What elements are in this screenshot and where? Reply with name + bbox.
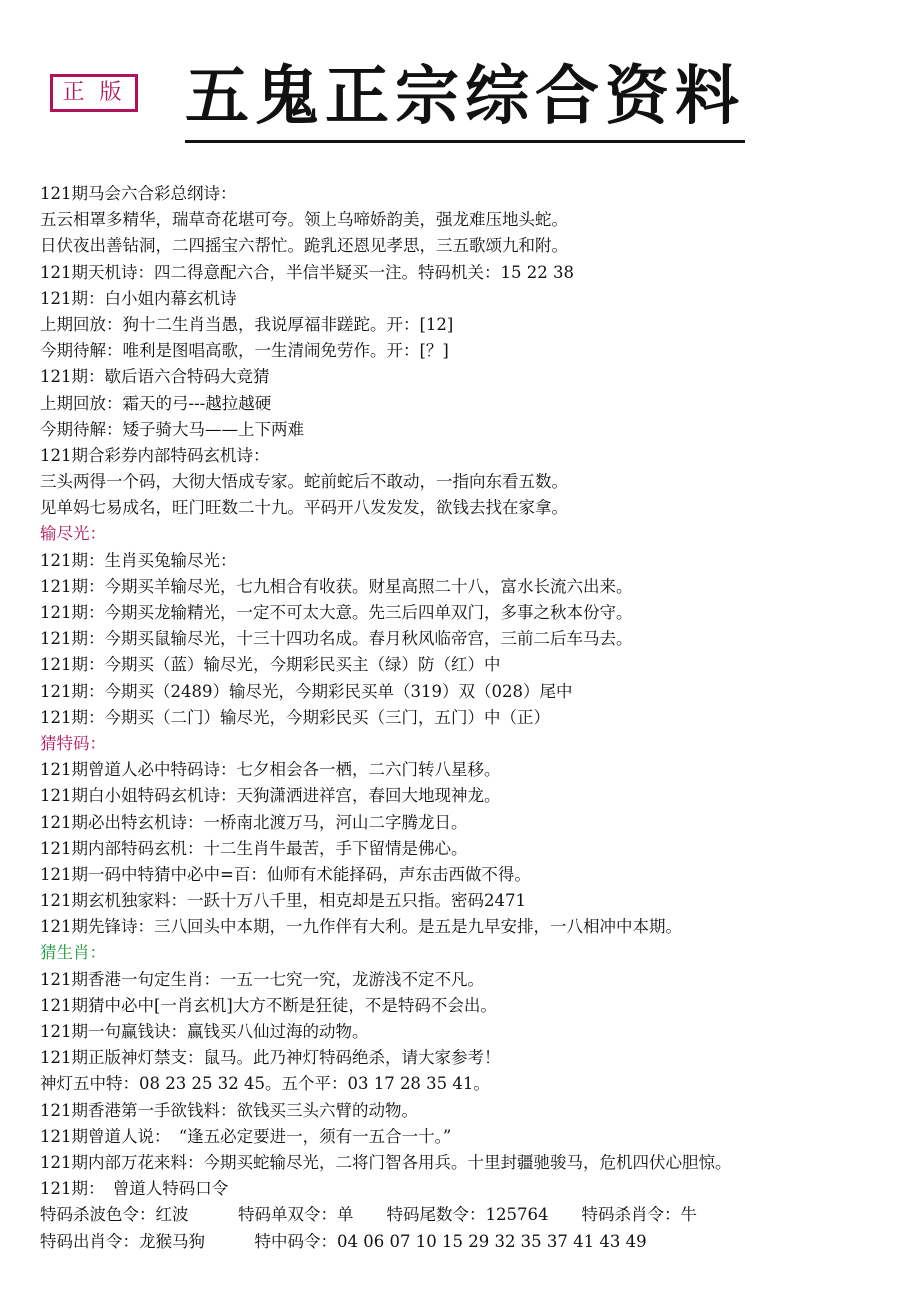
text-line: 121期：生肖买兔输尽光： [40, 550, 237, 570]
text-line: 今期待解：矮子骑大马——上下两难 [40, 419, 304, 439]
text-line: 121期内部万花来料：今期买蛇输尽光，二将门智各用兵。十里封疆驰骏马，危机四伏心胆惊。 [40, 1152, 732, 1172]
text-line: 121期合彩券内部特码玄机诗： [40, 445, 270, 465]
text-line: 121期马会六合彩总纲诗： [40, 184, 237, 203]
text-line: 上期回放：狗十二生肖当愚，我说厚福非蹉跎。开：[12] [40, 314, 454, 334]
text-line: 日伏夜出善钻洞，二四摇宝六帮忙。跪乳还恩见孝思，三五歌颂九和附。 [40, 236, 568, 256]
text-line: 121期玄机独家料：一跃十万八千里，相克却是五只指。密码2471 [40, 891, 526, 911]
section-heading: 猜生肖： [40, 943, 106, 963]
text-line: 121期： 曾道人特码口令 [40, 1179, 229, 1199]
section-heading: 猜特码： [40, 733, 106, 753]
text-line: 三头两得一个码，大彻大悟成专家。蛇前蛇后不敢动，一指向东看五数。 [40, 472, 568, 492]
text-line: 121期必出特玄机诗：一桥南北渡万马，河山二字腾龙日。 [40, 812, 468, 832]
text-line: 神灯五中特：08 23 25 32 45。五个平：03 17 28 35 41。 [40, 1074, 490, 1094]
text-line: 121期：歇后语六合特码大竞猜 [40, 367, 270, 387]
text-line: 121期曾道人必中特码诗：七夕相会各一栖，二六门转八星移。 [40, 760, 501, 780]
text-line: 特码杀波色令：红波 特码单双令：单 特码尾数令：125764 特码杀肖令：牛 [40, 1205, 697, 1225]
text-line: 121期天机诗：四二得意配六合，半信半疑买一注。特码机关：15 22 38 [40, 262, 574, 282]
text-line: 121期正版神灯禁支：鼠马。此乃神灯特码绝杀，请大家参考！ [40, 1048, 501, 1068]
document-body [40, 181, 890, 1255]
text-line: 121期先锋诗：三八回头中本期，一九作伴有大利。是五是九早安排，一八相冲中本期。 [40, 917, 682, 937]
text-line: 121期：今期买鼠输尽光，十三十四功名成。春月秋风临帝宫，三前二后车马去。 [40, 629, 633, 649]
text-line: 121期：今期买（2489）输尽光，今期彩民买单（319）双（028）尾中 [40, 681, 573, 701]
text-line: 121期一码中特猜中必中=百：仙师有术能择码，声东击西做不得。 [40, 864, 531, 884]
text-line: 121期：白小姐内幕玄机诗 [40, 288, 237, 308]
text-line: 121期：今期买（二门）输尽光，今期彩民买（三门，五门）中（正） [40, 707, 550, 727]
text-line: 今期待解：唯利是图唱高歌，一生清闹免劳作。开：[？] [40, 341, 449, 361]
title-underline [185, 140, 745, 143]
text-line: 121期香港一句定生肖：一五一七究一究，龙游浅不定不凡。 [40, 969, 484, 989]
text-line: 121期白小姐特码玄机诗：天狗潇洒进祥宫，春回大地现神龙。 [40, 786, 501, 806]
text-line: 特码出肖令：龙猴马狗 特中码令：04 06 07 10 15 29 32 35 37 41 43 49 [40, 1231, 647, 1251]
text-line: 121期猜中必中[一肖玄机]大方不断是狂徒，不是特码不会出。 [40, 995, 497, 1015]
text-line: 121期内部特码玄机：十二生肖牛最苦，手下留情是佛心。 [40, 838, 468, 858]
text-line: 上期回放：霜天的弓---越拉越硬 [40, 393, 272, 413]
text-line: 121期：今期买（蓝）输尽光，今期彩民买主（绿）防（红）中 [40, 655, 501, 675]
text-line: 121期一句赢钱诀：赢钱买八仙过海的动物。 [40, 1022, 369, 1041]
section-heading: 输尽光： [40, 524, 106, 544]
text-line: 121期香港第一手欲钱料：欲钱买三头六臂的动物。 [40, 1100, 418, 1120]
text-line: 121期：今期买龙输精光，一定不可太大意。先三后四单双门，多事之秋本份守。 [40, 603, 633, 622]
text-line: 五云相罩多精华，瑞草奇花堪可夸。领上乌啼娇韵美，强龙难压地头蛇。 [40, 210, 568, 230]
genuine-badge: 正 版 [50, 74, 138, 112]
text-line: 121期曾道人说： “逢五必定要进一，须有一五合一十。” [40, 1126, 452, 1146]
page-title: 五鬼正宗综合资料 [185, 60, 745, 134]
text-line: 见单妈七易成名，旺门旺数二十九。平码开八发发发，欲钱去找在家拿。 [40, 498, 568, 518]
text-line: 121期：今期买羊输尽光，七九相合有收获。财星高照二十八，富水长流六出来。 [40, 576, 633, 596]
